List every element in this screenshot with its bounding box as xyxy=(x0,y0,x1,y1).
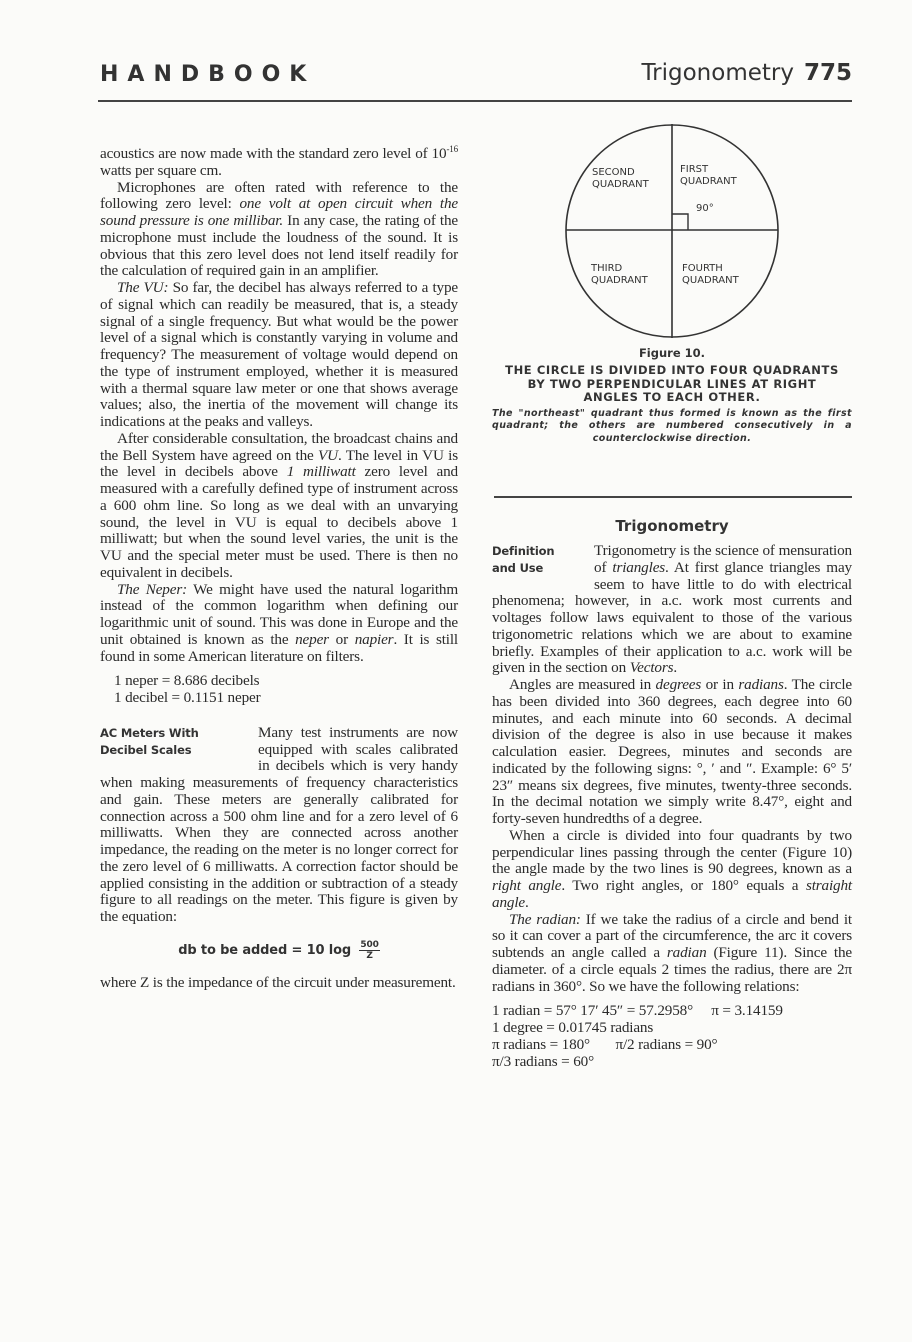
text-run: . It is still found in some American literature on filters. xyxy=(100,630,458,665)
right-angle-mark xyxy=(672,214,688,230)
italic-text: 1 milliwatt xyxy=(286,463,356,481)
side-heading-line: Definition xyxy=(492,544,555,558)
paragraph: Many test instruments are now equipped with scales calibrated in decibels which is very handy when making measurements of frequency characteristics and gain. These meters are generally calibrated for connection across a 500 ohm line and for a zero level of 6 milliwatts. When they are connected across another impedance, the reading on the meter is no longer correct for the zero level of 6 milliwatts. A correction factor should be applied consisting in the addition or subtraction of a steady figure to all readings on the meter. This figure is given by the equation: xyxy=(100,723,458,926)
italic-text: triangles xyxy=(612,558,666,576)
text-run: . The level in VU is the level in decibels above xyxy=(100,446,458,481)
left-column xyxy=(100,141,458,992)
neper-equations xyxy=(114,673,458,707)
italic-text: radian xyxy=(666,944,707,961)
radian-relations xyxy=(492,1003,852,1070)
text-run: If we take the radius of a circle and bend it so it can cover a part of the circumference, the arc it covers subtends an angle called a xyxy=(492,910,852,961)
formula-lhs: db to be added = 10 log xyxy=(178,942,352,958)
relation: 1 radian = 57° 17′ 45″ = 57.2958° π = 3.14159 xyxy=(492,1002,783,1020)
italic-text: radians xyxy=(738,676,784,693)
text-run: . Two right angles, or 180° equals a xyxy=(561,877,806,894)
label-line: FOURTH xyxy=(682,263,723,274)
text-run: watts per square cm. xyxy=(100,161,222,179)
italic-text: straight angle xyxy=(492,877,852,911)
section-name: Trigonometry xyxy=(641,60,794,86)
text-run: or xyxy=(328,630,355,648)
ac-meters-section xyxy=(100,725,458,926)
text-run: Microphones are often rated with reference to the following zero level: xyxy=(100,178,458,213)
italic-text: VU xyxy=(318,446,338,464)
text-run: . xyxy=(525,893,529,911)
side-heading xyxy=(100,725,258,775)
figure-rule xyxy=(494,496,852,498)
denominator: Z xyxy=(366,950,373,961)
figure-title: THE CIRCLE IS DIVIDED INTO FOUR QUADRANTS BY TWO PERPENDICULAR LINES AT RIGHT ANGLES TO EACH OTHER. xyxy=(505,363,839,404)
side-heading-line: Decibel Scales xyxy=(100,742,192,757)
relation: 1 degree = 0.01745 radians xyxy=(492,1019,654,1036)
paragraph xyxy=(492,828,852,912)
page-number: 775 xyxy=(803,60,852,86)
text-run: Trigonometry is the science of mensuration of xyxy=(594,542,852,576)
section-heading: Trigonometry xyxy=(615,517,729,535)
figure-label: Figure 10. xyxy=(638,346,706,360)
label-line: SECOND xyxy=(592,167,635,178)
relation: π/3 radians = 60° xyxy=(492,1052,595,1070)
paragraph xyxy=(100,180,458,281)
label-line: QUADRANT xyxy=(682,275,739,286)
italic-text: one volt at open circuit when the sound pressure is one millibar. xyxy=(100,195,458,230)
first-quadrant-label xyxy=(680,164,737,188)
text-run: In any case, the rating of the microphone must include the loudness of the sound. It is obvious that this zero level does not lend itself readily for the calculation of required gain in an amplifier. xyxy=(100,212,458,280)
paragraph xyxy=(492,677,852,828)
text-run: . At first glance triangles may seem to have little to do with electrical phenomena; however, in a.c. work most currents and voltages follow laws equivalent to those of the various trigonometric relations which we are about to examine briefly. Examples of their application to a.c. work will be given in the section on xyxy=(492,558,852,677)
text-run: (Figure 11). Since the diameter. of a circle equals 2 times the radius, there are 2π radians in 360°. So we have the following relations: xyxy=(492,944,853,995)
running-head-section xyxy=(642,60,853,86)
equation: 1 neper = 8.686 decibels xyxy=(114,672,260,690)
italic-text: napier xyxy=(354,630,394,648)
paragraph xyxy=(100,431,458,582)
text-run: . The circle has been divided into 360 degrees, each degree into 60 minutes, and each minute into 60 seconds. A decimal division of the degree is also in use because it makes calculation easier. Degrees, minutes and seconds are indicated by the following signs: °, ′ and ″. Example: 6° 5′ 23″ means six degrees, five minutes, twenty-three seconds. In the decimal notation we simply write 8.47°, eight and forty-seven hundredths of a degree. xyxy=(492,676,853,827)
label-line: QUADRANT xyxy=(680,176,737,187)
text-run: zero level and measured with a carefully defined type of instrument across a 600 ohm line. So long as we deal with an unvarying sound, the level in VU is equal to decibels above 1 milliwatt; but when the sound level varies, the unit is the VU and the special meter must be used. There is then no equivalent in decibels. xyxy=(100,463,458,581)
superscript: -16 xyxy=(446,144,458,154)
figure-description: The "northeast" quadrant thus formed is known as the first quadrant; the others are numbered consecutively in a counterclockwise direction. xyxy=(492,407,852,444)
figure-caption xyxy=(492,346,852,445)
text-run: So far, the decibel has always referred to a type of signal which can readily be measured, that is, a steady signal of a single frequency. But what would be the power level of a signal which is constantly varying in volume and frequency? The measurement of voltage would depend on the type of instrument employed, whether it is measured with a thermal square law meter or one that shows average values; also, the inertia of the movement will change its indications at the peaks and valleys. xyxy=(100,279,458,431)
label-line: THIRD xyxy=(591,263,623,274)
numerator: 500 xyxy=(360,939,379,950)
text-run: Angles are measured in xyxy=(509,676,656,693)
second-quadrant-label xyxy=(592,167,649,191)
side-heading xyxy=(492,543,594,593)
side-heading-line: AC Meters With xyxy=(100,725,199,740)
db-formula xyxy=(100,940,458,961)
paragraph xyxy=(100,582,458,666)
text-run: When a circle is divided into four quadrants by two perpendicular lines passing through the center (Figure 10) the angle made by the two lines is 90 degrees, known as a xyxy=(492,826,852,878)
quadrant-figure xyxy=(555,114,795,349)
third-quadrant-label xyxy=(591,263,648,287)
paragraph xyxy=(492,912,852,996)
circle-diagram xyxy=(555,114,795,344)
text-run: . xyxy=(673,659,678,677)
equation: 1 decibel = 0.1151 neper xyxy=(114,689,261,707)
label-line: FIRST xyxy=(680,164,709,175)
fraction xyxy=(359,940,379,961)
italic-text: Vectors xyxy=(629,659,674,677)
label-line: QUADRANT xyxy=(591,275,648,286)
header-rule xyxy=(98,100,852,102)
text-run: After considerable consultation, the broadcast chains and the Bell System have agreed on the xyxy=(100,429,458,464)
label-line: QUADRANT xyxy=(592,179,649,190)
italic-text: neper xyxy=(295,630,329,648)
fourth-quadrant-label xyxy=(682,263,739,287)
text-run: acoustics are now made with the standard zero level of 10 xyxy=(100,145,447,163)
paragraph xyxy=(100,141,458,180)
italic-text: The radian: xyxy=(509,910,581,928)
italic-text: right angle xyxy=(492,877,562,894)
paragraph: where Z is the impedance of the circuit under measurement. xyxy=(100,973,456,991)
text-run: We might have used the natural logarithm instead of the common logarithm when defining our logarithmic unit of sound. This was done in Europe and the unit obtained is known as the xyxy=(100,580,458,648)
paragraph xyxy=(100,280,458,431)
running-head-title: HANDBOOK xyxy=(100,62,316,87)
text-run: or in xyxy=(701,676,739,693)
italic-text: The Neper: xyxy=(117,580,188,598)
italic-text: degrees xyxy=(655,676,702,693)
right-column xyxy=(492,543,852,1070)
side-heading-line: and Use xyxy=(492,560,544,575)
italic-text: The VU: xyxy=(117,279,169,297)
angle-label: 90° xyxy=(696,203,714,214)
relation: π radians = 180° π/2 radians = 90° xyxy=(492,1035,718,1053)
